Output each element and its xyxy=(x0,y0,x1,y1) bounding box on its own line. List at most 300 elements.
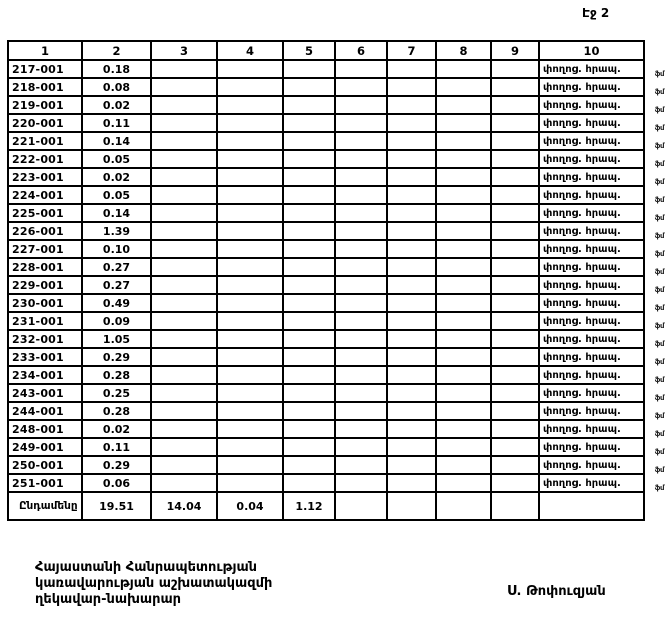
cell-empty xyxy=(218,169,284,185)
cell-empty xyxy=(152,349,218,365)
cell-usage-note: փողոց. հրապ. xyxy=(543,333,621,345)
cell-empty xyxy=(388,187,437,203)
table-row xyxy=(9,385,664,403)
cell-parcel-id: 217-001 xyxy=(9,61,83,77)
cell-empty xyxy=(152,457,218,473)
total-label: Ընդամենը xyxy=(9,493,83,519)
cell-parcel-id: 226-001 xyxy=(9,223,83,239)
cell-empty xyxy=(284,349,336,365)
cell-empty xyxy=(336,331,388,347)
cell-usage-note: փողոց. հրապ. xyxy=(543,189,621,201)
cell-empty xyxy=(388,457,437,473)
cell-area-value: 0.11 xyxy=(83,439,152,455)
cell-empty xyxy=(388,61,437,77)
header-col-6: 6 xyxy=(336,42,388,59)
cell-empty xyxy=(388,475,437,491)
cell-empty xyxy=(152,475,218,491)
cell-empty xyxy=(388,313,437,329)
cell-area-value: 0.09 xyxy=(83,313,152,329)
cell-empty xyxy=(437,457,492,473)
cell-area-value: 1.39 xyxy=(83,223,152,239)
cell-usage-note: փողոց. հրապ. xyxy=(543,441,621,453)
margin-note: ֆմ xyxy=(654,106,664,114)
cell-usage-note: փողոց. հրապ. xyxy=(543,315,621,327)
cell-area-value: 0.02 xyxy=(83,169,152,185)
cell-empty xyxy=(218,313,284,329)
table-row xyxy=(9,187,664,205)
cell-parcel-id: 220-001 xyxy=(9,115,83,131)
cell-empty xyxy=(284,61,336,77)
cell-empty xyxy=(437,187,492,203)
cell-empty xyxy=(284,313,336,329)
cell-empty xyxy=(492,349,540,365)
cell-empty xyxy=(218,151,284,167)
table-row xyxy=(9,151,664,169)
cell-empty xyxy=(152,295,218,311)
cell-usage-note: փողոց. հրապ. xyxy=(543,225,621,237)
cell-empty xyxy=(388,169,437,185)
cell-empty xyxy=(284,457,336,473)
cell-empty xyxy=(388,79,437,95)
cell-empty xyxy=(336,97,388,113)
cell-empty xyxy=(388,439,437,455)
cell-area-value: 0.49 xyxy=(83,295,152,311)
cell-parcel-id: 225-001 xyxy=(9,205,83,221)
cell-empty xyxy=(437,385,492,401)
signature-name: Ս. Թոփուզյան xyxy=(507,584,606,599)
cell-empty xyxy=(336,349,388,365)
table-row xyxy=(9,331,664,349)
cell-area-value: 0.05 xyxy=(83,151,152,167)
table-row xyxy=(9,367,664,385)
cell-empty xyxy=(437,61,492,77)
cell-parcel-id: 224-001 xyxy=(9,187,83,203)
cell-empty xyxy=(388,133,437,149)
table-row xyxy=(9,295,664,313)
cell-usage-note: փողոց. հրապ. xyxy=(543,477,621,489)
cell-empty xyxy=(218,61,284,77)
cell-empty xyxy=(492,277,540,293)
total-col5-value: 1.12 xyxy=(284,493,336,519)
cell-parcel-id: 233-001 xyxy=(9,349,83,365)
cell-empty xyxy=(218,241,284,257)
cell-usage-note: փողոց. հրապ. xyxy=(543,387,621,399)
cell-empty xyxy=(218,223,284,239)
cell-empty xyxy=(437,79,492,95)
cell-empty xyxy=(492,133,540,149)
cell-parcel-id: 243-001 xyxy=(9,385,83,401)
cell-empty xyxy=(336,259,388,275)
cell-empty xyxy=(152,205,218,221)
cell-empty xyxy=(152,115,218,131)
margin-note: ֆմ xyxy=(654,448,664,456)
cell-empty xyxy=(284,295,336,311)
cell-empty xyxy=(152,439,218,455)
cell-empty xyxy=(336,205,388,221)
cell-empty xyxy=(437,277,492,293)
cell-empty xyxy=(492,475,540,491)
cell-empty xyxy=(152,421,218,437)
header-col-3: 3 xyxy=(152,42,218,59)
cell-empty xyxy=(284,187,336,203)
table-row xyxy=(9,313,664,331)
margin-note: ֆմ xyxy=(654,124,664,132)
table-row xyxy=(9,115,664,133)
cell-area-value: 0.29 xyxy=(83,457,152,473)
cell-usage-note: փողոց. հրապ. xyxy=(543,351,621,363)
cell-empty xyxy=(284,367,336,383)
cell-usage-note: փողոց. հրապ. xyxy=(543,207,621,219)
header-col-5: 5 xyxy=(284,42,336,59)
cell-parcel-id: 248-001 xyxy=(9,421,83,437)
cell-empty xyxy=(388,223,437,239)
header-col-1: 1 xyxy=(9,42,83,59)
cell-empty xyxy=(218,259,284,275)
cell-usage-note: փողոց. հրապ. xyxy=(543,369,621,381)
cell-empty xyxy=(284,421,336,437)
cell-usage-note: փողոց. հրապ. xyxy=(543,243,621,255)
cell-empty xyxy=(336,61,388,77)
cell-parcel-id: 221-001 xyxy=(9,133,83,149)
margin-note: ֆմ xyxy=(654,340,664,348)
cell-empty xyxy=(336,241,388,257)
cell-area-value: 0.05 xyxy=(83,187,152,203)
table-row xyxy=(9,241,664,259)
margin-note: ֆմ xyxy=(654,466,664,474)
cell-empty xyxy=(152,259,218,275)
header-col-2: 2 xyxy=(83,42,152,59)
cell-empty xyxy=(218,295,284,311)
cell-usage-note: փողոց. հրապ. xyxy=(543,117,621,129)
cell-empty xyxy=(492,97,540,113)
cell-area-value: 0.11 xyxy=(83,115,152,131)
margin-note: ֆմ xyxy=(654,214,664,222)
cell-parcel-id: 228-001 xyxy=(9,259,83,275)
cell-empty xyxy=(218,277,284,293)
cell-empty xyxy=(492,223,540,239)
margin-note: ֆմ xyxy=(654,88,664,96)
total-col2-value: 19.51 xyxy=(83,493,152,519)
cell-parcel-id: 244-001 xyxy=(9,403,83,419)
cell-empty xyxy=(336,169,388,185)
cell-empty xyxy=(284,241,336,257)
cell-empty xyxy=(437,313,492,329)
cell-empty xyxy=(492,169,540,185)
total-col3-value: 14.04 xyxy=(152,493,218,519)
table-total-row xyxy=(9,493,643,519)
cell-parcel-id: 230-001 xyxy=(9,295,83,311)
cell-empty xyxy=(492,367,540,383)
cell-empty xyxy=(284,259,336,275)
cell-empty xyxy=(336,385,388,401)
table-row xyxy=(9,349,664,367)
cell-empty xyxy=(492,295,540,311)
cell-empty xyxy=(152,331,218,347)
cell-empty xyxy=(492,313,540,329)
data-table xyxy=(7,40,664,521)
cell-empty xyxy=(284,475,336,491)
cell-area-value: 0.02 xyxy=(83,421,152,437)
total-cell-empty xyxy=(437,493,492,519)
cell-parcel-id: 222-001 xyxy=(9,151,83,167)
cell-empty xyxy=(492,385,540,401)
table-row xyxy=(9,169,664,187)
cell-empty xyxy=(284,151,336,167)
cell-empty xyxy=(152,223,218,239)
cell-empty xyxy=(336,457,388,473)
total-col4-value: 0.04 xyxy=(218,493,284,519)
margin-note: ֆմ xyxy=(654,304,664,312)
footer-line-2: կառավարության աշխատակազմի xyxy=(35,576,273,591)
cell-empty xyxy=(152,133,218,149)
table-body xyxy=(9,61,664,493)
cell-empty xyxy=(152,79,218,95)
table-row xyxy=(9,457,664,475)
cell-empty xyxy=(492,61,540,77)
cell-empty xyxy=(437,259,492,275)
header-col-7: 7 xyxy=(388,42,437,59)
cell-usage-note: փողոց. հրապ. xyxy=(543,423,621,435)
cell-empty xyxy=(388,277,437,293)
cell-area-value: 0.02 xyxy=(83,97,152,113)
cell-empty xyxy=(218,115,284,131)
cell-empty xyxy=(284,331,336,347)
cell-empty xyxy=(336,421,388,437)
cell-empty xyxy=(336,79,388,95)
table-row xyxy=(9,223,664,241)
cell-empty xyxy=(218,475,284,491)
cell-parcel-id: 232-001 xyxy=(9,331,83,347)
cell-empty xyxy=(218,439,284,455)
cell-area-value: 0.06 xyxy=(83,475,152,491)
table-row xyxy=(9,133,664,151)
margin-note: ֆմ xyxy=(654,70,664,78)
cell-empty xyxy=(388,385,437,401)
cell-empty xyxy=(152,151,218,167)
cell-empty xyxy=(388,367,437,383)
margin-note: ֆմ xyxy=(654,484,664,492)
cell-usage-note: փողոց. հրապ. xyxy=(543,261,621,273)
cell-empty xyxy=(336,223,388,239)
cell-empty xyxy=(492,331,540,347)
cell-usage-note: փողոց. հրապ. xyxy=(543,279,621,291)
cell-usage-note: փողոց. հրապ. xyxy=(543,153,621,165)
cell-empty xyxy=(388,241,437,257)
cell-empty xyxy=(388,97,437,113)
cell-empty xyxy=(218,385,284,401)
cell-area-value: 0.27 xyxy=(83,259,152,275)
cell-parcel-id: 231-001 xyxy=(9,313,83,329)
margin-note: ֆմ xyxy=(654,322,664,330)
cell-area-value: 0.14 xyxy=(83,133,152,149)
cell-empty xyxy=(492,187,540,203)
cell-parcel-id: 249-001 xyxy=(9,439,83,455)
cell-empty xyxy=(492,115,540,131)
cell-empty xyxy=(218,133,284,149)
header-col-4: 4 xyxy=(218,42,284,59)
cell-empty xyxy=(218,367,284,383)
cell-empty xyxy=(284,79,336,95)
total-cell-empty xyxy=(492,493,540,519)
cell-empty xyxy=(492,151,540,167)
table-header-row xyxy=(9,42,643,61)
cell-empty xyxy=(218,97,284,113)
cell-empty xyxy=(284,169,336,185)
cell-empty xyxy=(388,259,437,275)
cell-empty xyxy=(336,403,388,419)
cell-empty xyxy=(218,403,284,419)
cell-area-value: 0.08 xyxy=(83,79,152,95)
cell-empty xyxy=(152,403,218,419)
cell-empty xyxy=(437,475,492,491)
cell-empty xyxy=(152,169,218,185)
table-row xyxy=(9,205,664,223)
cell-usage-note: փողոց. հրապ. xyxy=(543,81,621,93)
cell-empty xyxy=(437,331,492,347)
cell-empty xyxy=(388,403,437,419)
margin-note: ֆմ xyxy=(654,232,664,240)
total-cell-empty xyxy=(540,493,643,519)
cell-empty xyxy=(437,403,492,419)
page-number: Էջ 2 xyxy=(582,6,610,20)
cell-empty xyxy=(492,439,540,455)
cell-empty xyxy=(437,349,492,365)
table-row xyxy=(9,79,664,97)
cell-usage-note: փողոց. հրապ. xyxy=(543,99,621,111)
table-row xyxy=(9,61,664,79)
cell-empty xyxy=(152,277,218,293)
cell-empty xyxy=(336,295,388,311)
total-cell-empty xyxy=(336,493,388,519)
cell-area-value: 0.10 xyxy=(83,241,152,257)
cell-empty xyxy=(388,349,437,365)
cell-empty xyxy=(388,151,437,167)
cell-empty xyxy=(218,79,284,95)
cell-empty xyxy=(284,385,336,401)
cell-empty xyxy=(336,439,388,455)
cell-parcel-id: 229-001 xyxy=(9,277,83,293)
margin-note: ֆմ xyxy=(654,196,664,204)
cell-empty xyxy=(152,367,218,383)
cell-empty xyxy=(388,331,437,347)
cell-empty xyxy=(492,421,540,437)
cell-empty xyxy=(437,205,492,221)
cell-empty xyxy=(336,133,388,149)
cell-empty xyxy=(437,169,492,185)
cell-empty xyxy=(492,79,540,95)
cell-empty xyxy=(388,115,437,131)
cell-empty xyxy=(437,223,492,239)
cell-empty xyxy=(437,241,492,257)
cell-empty xyxy=(336,277,388,293)
cell-empty xyxy=(336,151,388,167)
cell-usage-note: փողոց. հրապ. xyxy=(543,297,621,309)
cell-usage-note: փողոց. հրապ. xyxy=(543,63,621,75)
cell-empty xyxy=(284,97,336,113)
table-row xyxy=(9,475,664,493)
cell-empty xyxy=(437,439,492,455)
margin-note: ֆմ xyxy=(654,430,664,438)
cell-empty xyxy=(437,367,492,383)
cell-empty xyxy=(437,133,492,149)
cell-empty xyxy=(336,367,388,383)
cell-empty xyxy=(336,187,388,203)
cell-area-value: 0.14 xyxy=(83,205,152,221)
cell-empty xyxy=(492,403,540,419)
cell-parcel-id: 250-001 xyxy=(9,457,83,473)
cell-empty xyxy=(437,421,492,437)
cell-empty xyxy=(437,97,492,113)
margin-note: ֆմ xyxy=(654,394,664,402)
margin-note: ֆմ xyxy=(654,286,664,294)
cell-empty xyxy=(492,259,540,275)
footer-office-title xyxy=(35,560,272,608)
cell-empty xyxy=(492,241,540,257)
header-col-9: 9 xyxy=(492,42,540,59)
cell-empty xyxy=(218,349,284,365)
cell-empty xyxy=(218,421,284,437)
cell-parcel-id: 219-001 xyxy=(9,97,83,113)
header-col-10: 10 xyxy=(583,43,600,58)
cell-empty xyxy=(152,97,218,113)
margin-note: ֆմ xyxy=(654,376,664,384)
cell-empty xyxy=(218,457,284,473)
cell-empty xyxy=(437,151,492,167)
cell-empty xyxy=(437,115,492,131)
cell-empty xyxy=(437,295,492,311)
cell-empty xyxy=(388,295,437,311)
cell-area-value: 0.25 xyxy=(83,385,152,401)
footer-line-3: ղեկավար-նախարար xyxy=(35,592,182,607)
margin-note: ֆմ xyxy=(654,160,664,168)
table-row xyxy=(9,97,664,115)
cell-area-value: 0.27 xyxy=(83,277,152,293)
cell-area-value: 0.18 xyxy=(83,61,152,77)
cell-empty xyxy=(284,115,336,131)
cell-area-value: 0.28 xyxy=(83,367,152,383)
cell-empty xyxy=(284,205,336,221)
cell-usage-note: փողոց. հրապ. xyxy=(543,405,621,417)
cell-parcel-id: 251-001 xyxy=(9,475,83,491)
cell-empty xyxy=(152,61,218,77)
cell-empty xyxy=(284,133,336,149)
table-row xyxy=(9,439,664,457)
cell-usage-note: փողոց. հրապ. xyxy=(543,459,621,471)
cell-empty xyxy=(336,313,388,329)
cell-empty xyxy=(388,205,437,221)
margin-note: ֆմ xyxy=(654,178,664,186)
table-row xyxy=(9,403,664,421)
cell-usage-note: փողոց. հրապ. xyxy=(543,171,621,183)
cell-empty xyxy=(152,313,218,329)
cell-empty xyxy=(284,403,336,419)
table-row xyxy=(9,421,664,439)
cell-area-value: 0.28 xyxy=(83,403,152,419)
footer-line-1: Հայաստանի Հանրապետության xyxy=(35,560,258,575)
margin-note: ֆմ xyxy=(654,250,664,258)
cell-empty xyxy=(492,457,540,473)
cell-parcel-id: 218-001 xyxy=(9,79,83,95)
cell-parcel-id: 234-001 xyxy=(9,367,83,383)
margin-note: ֆմ xyxy=(654,358,664,366)
total-cell-empty xyxy=(388,493,437,519)
margin-note: ֆմ xyxy=(654,412,664,420)
table-row xyxy=(9,277,664,295)
cell-empty xyxy=(492,205,540,221)
table-row xyxy=(9,259,664,277)
margin-note: ֆմ xyxy=(654,142,664,150)
cell-empty xyxy=(218,187,284,203)
